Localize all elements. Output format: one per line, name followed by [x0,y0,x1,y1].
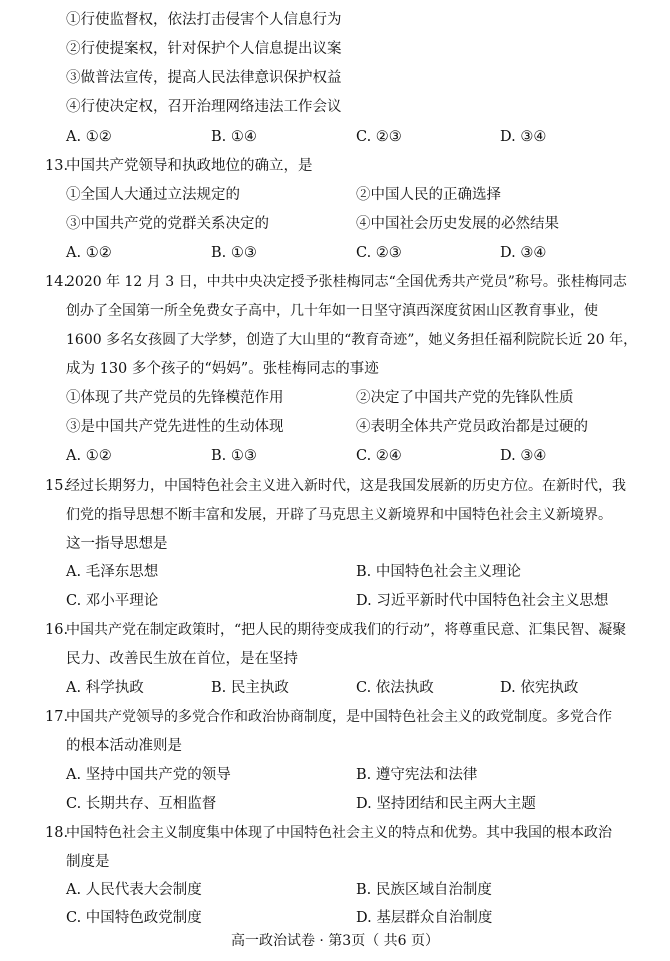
option-c: C. ②③ [356,129,402,145]
question-stem: 中国特色社会主义制度集中体现了中国特色社会主义的特点和优势。其中我国的根本政治 [66,825,612,841]
option-a: A. ①② [66,129,112,145]
question-stem: 民力、改善民生放在首位，是在坚持 [66,651,298,667]
question-stem: 中国共产党在制定政策时，“把人民的期待变成我们的行动”，将尊重民意、汇集民智、凝聚 [66,622,627,638]
question-stem: 的根本活动准则是 [66,738,182,754]
question-number: 14. [45,274,69,290]
question-number: 16. [45,622,69,638]
option-b: B. 中国特色社会主义理论 [356,564,521,580]
option-a: A. ①② [66,448,112,464]
question-number: 18. [45,825,69,841]
option-a: A. 毛泽东思想 [66,564,159,580]
statement: ①全国人大通过立法规定的 [66,187,240,203]
statement: ②中国人民的正确选择 [356,187,501,203]
statement: ②行使提案权，针对保护个人信息提出议案 [66,41,342,57]
option-b: B. ①③ [211,245,257,261]
question-stem: 这一指导思想是 [66,536,168,552]
option-d: D. 习近平新时代中国特色社会主义思想 [356,593,609,609]
question-stem: 经过长期努力，中国特色社会主义进入新时代，这是我国发展新的历史方位。在新时代，我 [66,478,626,494]
question-stem: 制度是 [66,854,110,870]
option-a: A. 人民代表大会制度 [66,882,202,898]
option-d: D. ③④ [500,245,547,261]
option-c: C. ②③ [356,245,402,261]
statement: ④行使决定权，召开治理网络违法工作会议 [66,99,342,115]
question-stem: 2020 年 12 月 3 日，中共中央决定授予张桂梅同志“全国优秀共产党员”称号。张桂梅同志 [66,274,627,290]
option-d: D. 依宪执政 [500,680,579,696]
option-d: D. ③④ [500,448,547,464]
question-number: 17. [45,709,69,725]
question-stem: 中国共产党领导的多党合作和政治协商制度，是中国特色社会主义的政党制度。多党合作 [66,709,612,725]
question-stem: 们党的指导思想不断丰富和发展，开辟了马克思主义新境界和中国特色社会主义新境界。 [66,507,612,523]
option-b: B. 民主执政 [211,680,289,696]
question-stem: 创办了全国第一所全免费女子高中，几十年如一日坚守滇西深度贫困山区教育事业，使 [66,303,598,319]
option-b: B. ①③ [211,448,257,464]
statement: ③做普法宣传，提高人民法律意识保护权益 [66,70,342,86]
statement: ②决定了中国共产党的先锋队性质 [356,390,574,406]
option-a: A. 坚持中国共产党的领导 [66,767,231,783]
option-d: D. 坚持团结和民主两大主题 [356,796,536,812]
statement: ④表明全体共产党员政治都是过硬的 [356,419,588,435]
option-a: A. ①② [66,245,112,261]
option-d: D. 基层群众自治制度 [356,910,493,926]
option-c: C. 邓小平理论 [66,593,159,609]
statement: ③是中国共产党先进性的生动体现 [66,419,284,435]
question-stem: 中国共产党领导和执政地位的确立，是 [66,158,313,174]
option-c: C. 中国特色政党制度 [66,910,202,926]
question-number: 13. [45,158,69,174]
question-stem: 1600 多名女孩圆了大学梦，创造了大山里的“教育奇迹”，她义务担任福利院院长近 20 年， [66,332,638,348]
statement: ④中国社会历史发展的必然结果 [356,216,559,232]
statement: ①行使监督权，依法打击侵害个人信息行为 [66,12,342,28]
option-c: C. ②④ [356,448,402,464]
question-stem: 成为 130 多个孩子的“妈妈”。张桂梅同志的事迹 [66,361,379,377]
statement: ③中国共产党的党群关系决定的 [66,216,269,232]
option-b: B. 遵守宪法和法律 [356,767,478,783]
option-c: C. 依法执政 [356,680,434,696]
option-c: C. 长期共存、互相监督 [66,796,217,812]
statement: ①体现了共产党员的先锋模范作用 [66,390,284,406]
option-a: A. 科学执政 [66,680,144,696]
question-number: 15. [45,478,69,494]
page-footer: 高一政治试卷 · 第3页（ 共6 页） [230,933,440,949]
option-b: B. ①④ [211,129,257,145]
option-b: B. 民族区域自治制度 [356,882,492,898]
option-d: D. ③④ [500,129,547,145]
